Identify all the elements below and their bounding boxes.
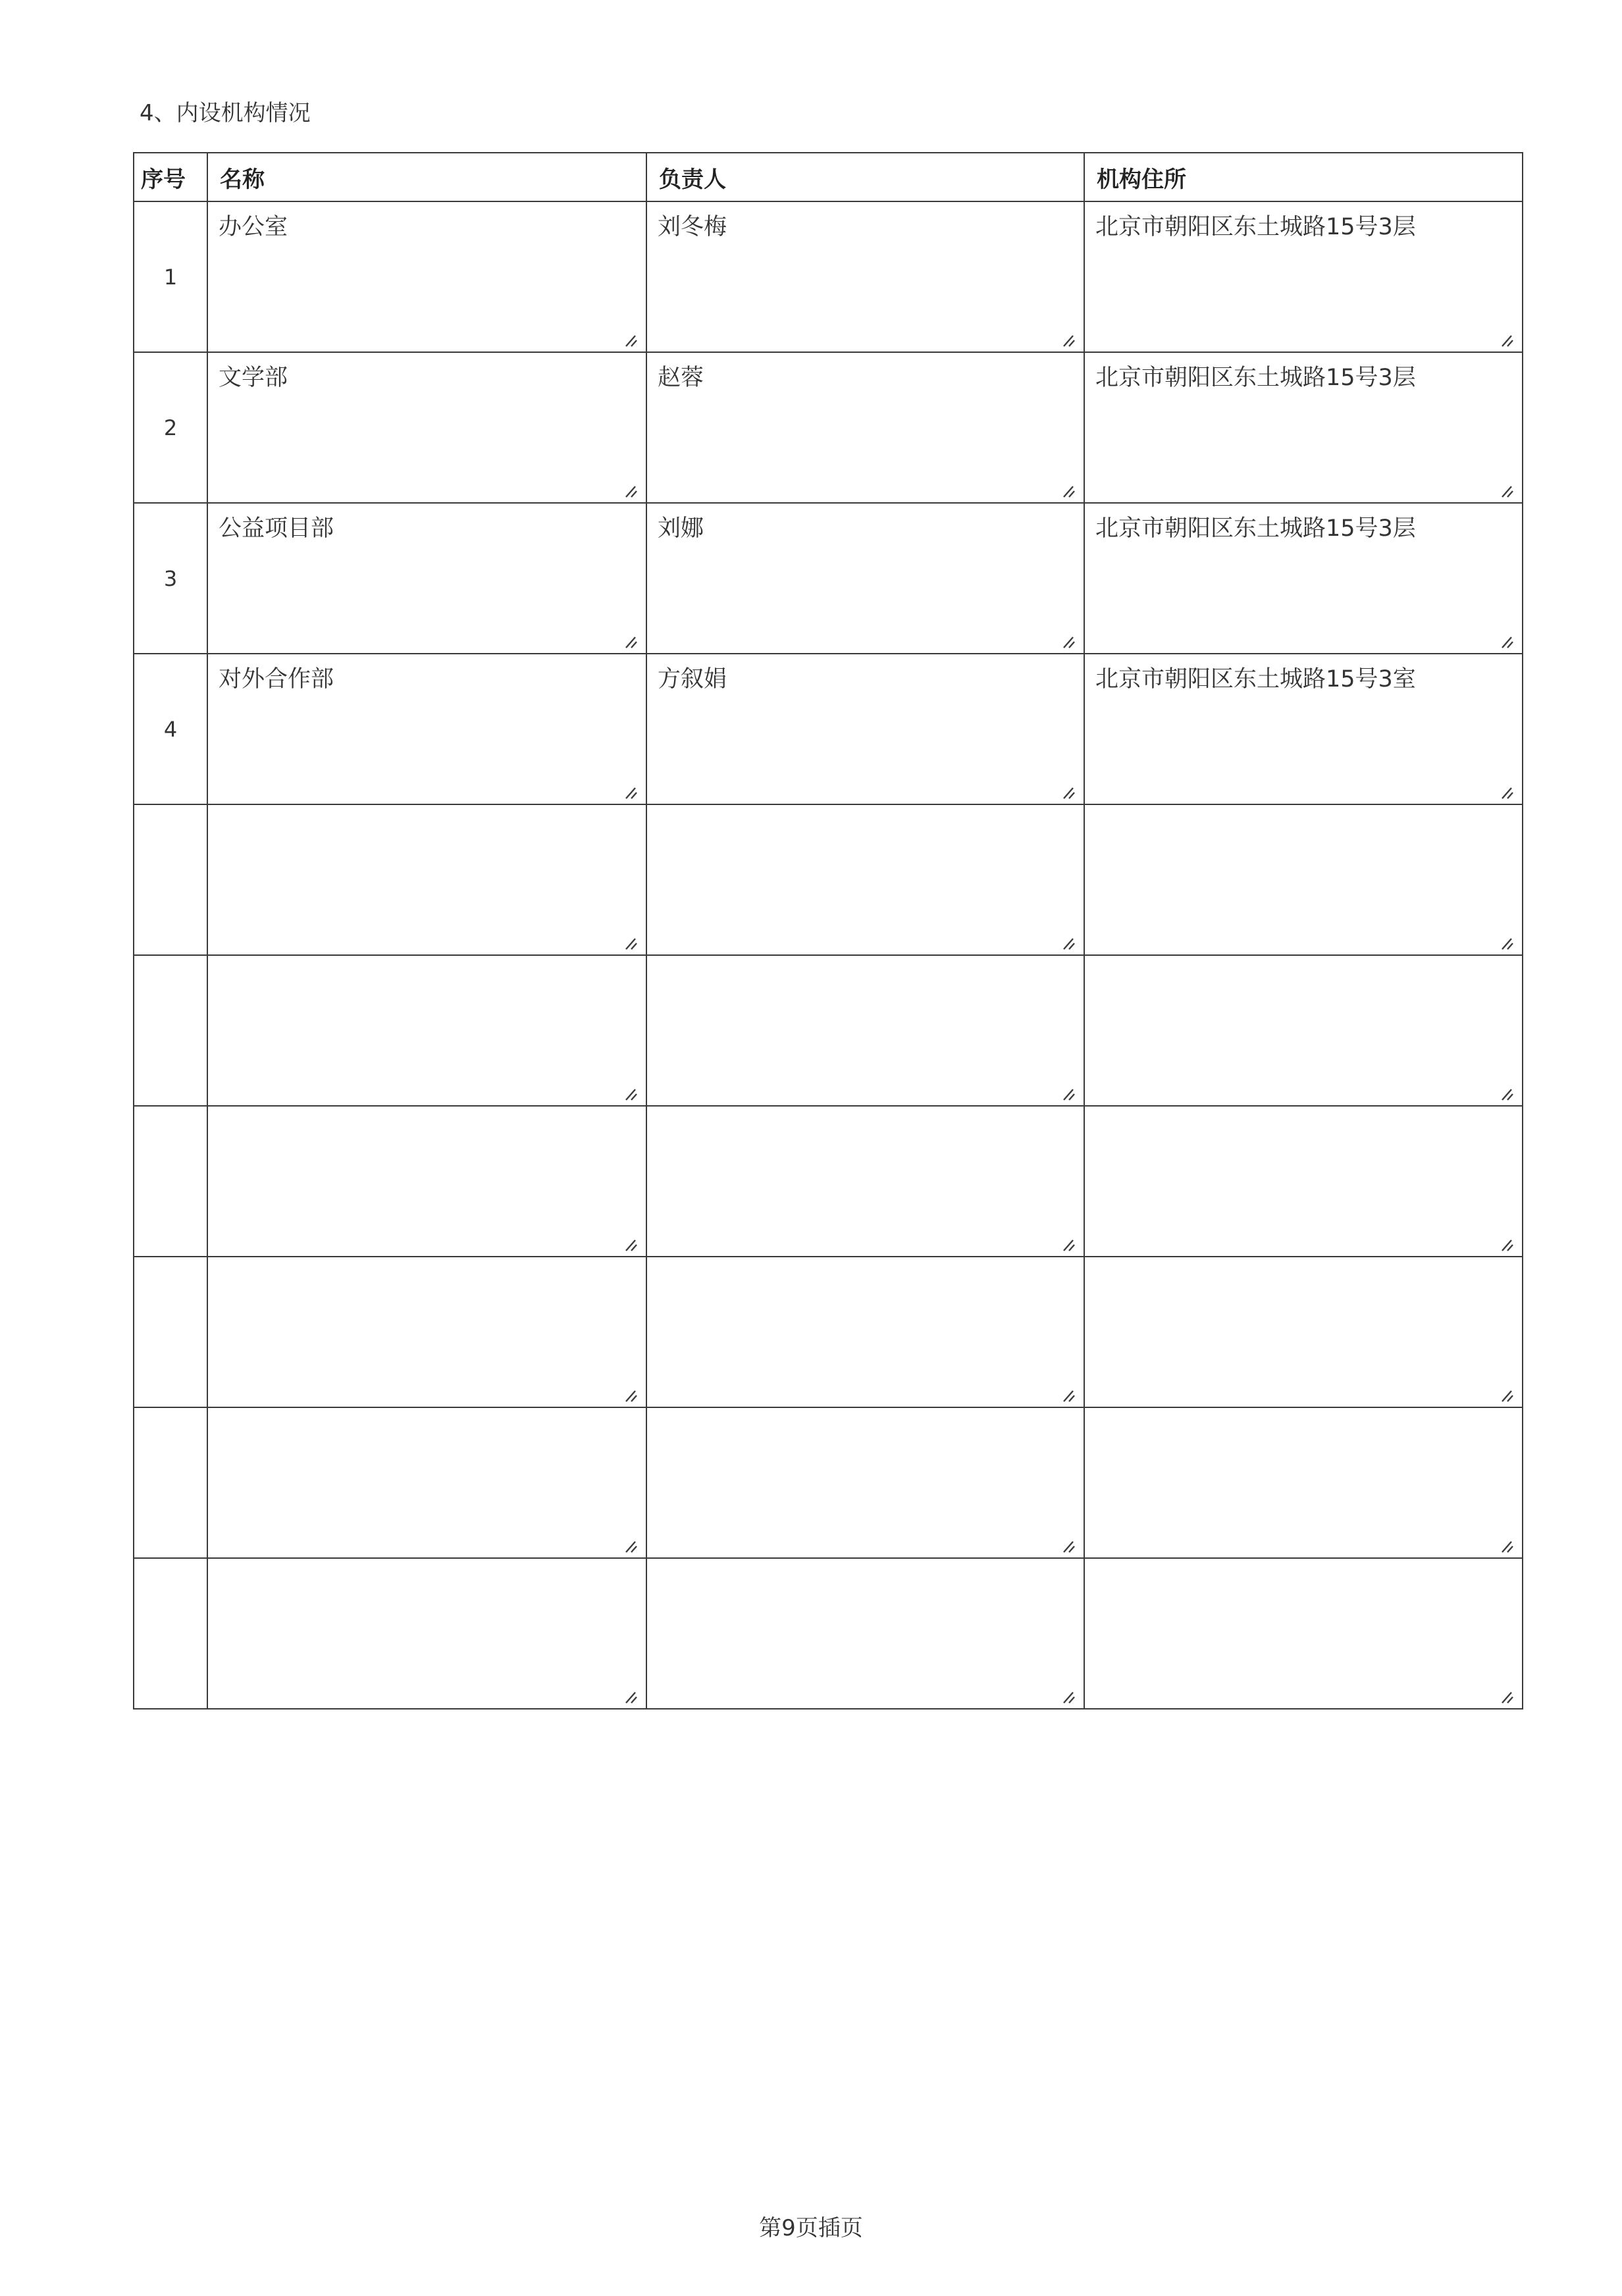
person-in-charge-cell bbox=[646, 503, 1084, 654]
resize-grip-icon bbox=[623, 784, 639, 800]
resize-grip-icon bbox=[1500, 483, 1515, 498]
resize-grip-icon bbox=[1500, 1688, 1515, 1704]
person-in-charge-cell bbox=[646, 1407, 1084, 1558]
address-text: 北京市朝阳区东土城路15号3室 bbox=[1095, 666, 1416, 692]
table-row bbox=[134, 1558, 1523, 1709]
table-row bbox=[134, 1407, 1523, 1558]
serial-text: 2 bbox=[163, 415, 178, 440]
serial-cell bbox=[134, 352, 207, 503]
serial-cell bbox=[134, 1558, 207, 1709]
serial-cell bbox=[134, 804, 207, 955]
table-row bbox=[134, 654, 1523, 804]
address-cell bbox=[1084, 352, 1523, 503]
name-cell bbox=[207, 955, 646, 1106]
name-text: 公益项目部 bbox=[219, 515, 334, 542]
person-in-charge-cell bbox=[646, 1257, 1084, 1407]
table-row bbox=[134, 503, 1523, 654]
person-in-charge-cell bbox=[646, 1106, 1084, 1257]
person-in-charge-text bbox=[647, 1257, 1084, 1268]
section-title: 4、内设机构情况 bbox=[140, 100, 311, 126]
resize-grip-icon bbox=[623, 483, 639, 498]
address-text: 北京市朝阳区东土城路15号3层 bbox=[1095, 365, 1416, 391]
address-cell bbox=[1084, 1407, 1523, 1558]
address-text bbox=[1085, 805, 1522, 816]
address-text bbox=[1085, 1257, 1522, 1268]
person-in-charge-cell bbox=[646, 201, 1084, 352]
address-cell bbox=[1084, 654, 1523, 804]
name-cell bbox=[207, 503, 646, 654]
name-text bbox=[208, 1559, 646, 1569]
table-row bbox=[134, 1106, 1523, 1257]
person-in-charge-text bbox=[647, 956, 1084, 966]
person-in-charge-cell bbox=[646, 955, 1084, 1106]
resize-grip-icon bbox=[1061, 1387, 1077, 1403]
person-in-charge-text bbox=[647, 1559, 1084, 1569]
name-text bbox=[208, 1107, 646, 1117]
resize-grip-icon bbox=[623, 935, 639, 951]
resize-grip-icon bbox=[623, 1387, 639, 1403]
person-in-charge-text bbox=[647, 1107, 1084, 1117]
resize-grip-icon bbox=[1500, 935, 1515, 951]
resize-grip-icon bbox=[623, 633, 639, 649]
address-text bbox=[1085, 1408, 1522, 1419]
page-footer-label: 第9页插页 bbox=[759, 2215, 863, 2241]
name-cell bbox=[207, 352, 646, 503]
resize-grip-icon bbox=[1061, 1688, 1077, 1704]
person-in-charge-cell bbox=[646, 654, 1084, 804]
address-cell bbox=[1084, 955, 1523, 1106]
header-name: 名称 bbox=[207, 153, 646, 201]
person-in-charge-cell bbox=[646, 804, 1084, 955]
table-row bbox=[134, 352, 1523, 503]
address-text bbox=[1085, 1107, 1522, 1117]
serial-cell bbox=[134, 1257, 207, 1407]
name-cell bbox=[207, 1558, 646, 1709]
name-cell bbox=[207, 804, 646, 955]
resize-grip-icon bbox=[1500, 332, 1515, 348]
name-cell bbox=[207, 654, 646, 804]
header-person-in-charge: 负责人 bbox=[646, 153, 1084, 201]
address-text bbox=[1085, 1559, 1522, 1569]
person-in-charge-cell bbox=[646, 1558, 1084, 1709]
name-text bbox=[208, 1408, 646, 1419]
resize-grip-icon bbox=[1061, 784, 1077, 800]
resize-grip-icon bbox=[1500, 1538, 1515, 1553]
resize-grip-icon bbox=[1500, 633, 1515, 649]
name-cell bbox=[207, 1106, 646, 1257]
name-cell bbox=[207, 1257, 646, 1407]
serial-cell bbox=[134, 1106, 207, 1257]
person-in-charge-text: 赵蓉 bbox=[658, 365, 704, 391]
name-text: 办公室 bbox=[219, 214, 288, 240]
header-address: 机构住所 bbox=[1084, 153, 1523, 201]
resize-grip-icon bbox=[623, 332, 639, 348]
person-in-charge-text bbox=[647, 1408, 1084, 1419]
resize-grip-icon bbox=[1500, 784, 1515, 800]
name-text: 文学部 bbox=[219, 365, 288, 391]
name-text bbox=[208, 805, 646, 816]
serial-text: 1 bbox=[163, 264, 178, 290]
table-body bbox=[134, 201, 1523, 1709]
person-in-charge-cell bbox=[646, 352, 1084, 503]
resize-grip-icon bbox=[1500, 1387, 1515, 1403]
resize-grip-icon bbox=[623, 1688, 639, 1704]
serial-cell bbox=[134, 503, 207, 654]
table-row bbox=[134, 201, 1523, 352]
address-cell bbox=[1084, 1257, 1523, 1407]
table-row bbox=[134, 804, 1523, 955]
serial-cell bbox=[134, 654, 207, 804]
resize-grip-icon bbox=[1061, 633, 1077, 649]
table-row bbox=[134, 955, 1523, 1106]
resize-grip-icon bbox=[1061, 332, 1077, 348]
header-serial: 序号 bbox=[134, 153, 207, 201]
person-in-charge-text: 方叙娟 bbox=[658, 666, 727, 692]
name-cell bbox=[207, 201, 646, 352]
person-in-charge-text bbox=[647, 805, 1084, 816]
serial-cell bbox=[134, 201, 207, 352]
resize-grip-icon bbox=[1061, 935, 1077, 951]
internal-departments-table bbox=[133, 152, 1523, 1709]
address-cell bbox=[1084, 1558, 1523, 1709]
resize-grip-icon bbox=[1061, 483, 1077, 498]
resize-grip-icon bbox=[1500, 1236, 1515, 1252]
resize-grip-icon bbox=[1061, 1236, 1077, 1252]
serial-text: 3 bbox=[163, 565, 178, 591]
serial-cell bbox=[134, 955, 207, 1106]
resize-grip-icon bbox=[623, 1236, 639, 1252]
name-text bbox=[208, 1257, 646, 1268]
address-cell bbox=[1084, 1106, 1523, 1257]
person-in-charge-text: 刘娜 bbox=[658, 515, 704, 542]
address-cell bbox=[1084, 804, 1523, 955]
person-in-charge-text: 刘冬梅 bbox=[658, 214, 727, 240]
address-text: 北京市朝阳区东土城路15号3层 bbox=[1095, 214, 1416, 240]
address-cell bbox=[1084, 503, 1523, 654]
address-text: 北京市朝阳区东土城路15号3层 bbox=[1095, 515, 1416, 542]
name-text bbox=[208, 956, 646, 966]
address-text bbox=[1085, 956, 1522, 966]
name-cell bbox=[207, 1407, 646, 1558]
resize-grip-icon bbox=[623, 1538, 639, 1553]
serial-text: 4 bbox=[163, 716, 178, 742]
name-text: 对外合作部 bbox=[219, 666, 334, 692]
serial-cell bbox=[134, 1407, 207, 1558]
resize-grip-icon bbox=[1061, 1085, 1077, 1101]
resize-grip-icon bbox=[1061, 1538, 1077, 1553]
table-header-row bbox=[134, 153, 1523, 201]
resize-grip-icon bbox=[1500, 1085, 1515, 1101]
resize-grip-icon bbox=[623, 1085, 639, 1101]
address-cell bbox=[1084, 201, 1523, 352]
table-row bbox=[134, 1257, 1523, 1407]
